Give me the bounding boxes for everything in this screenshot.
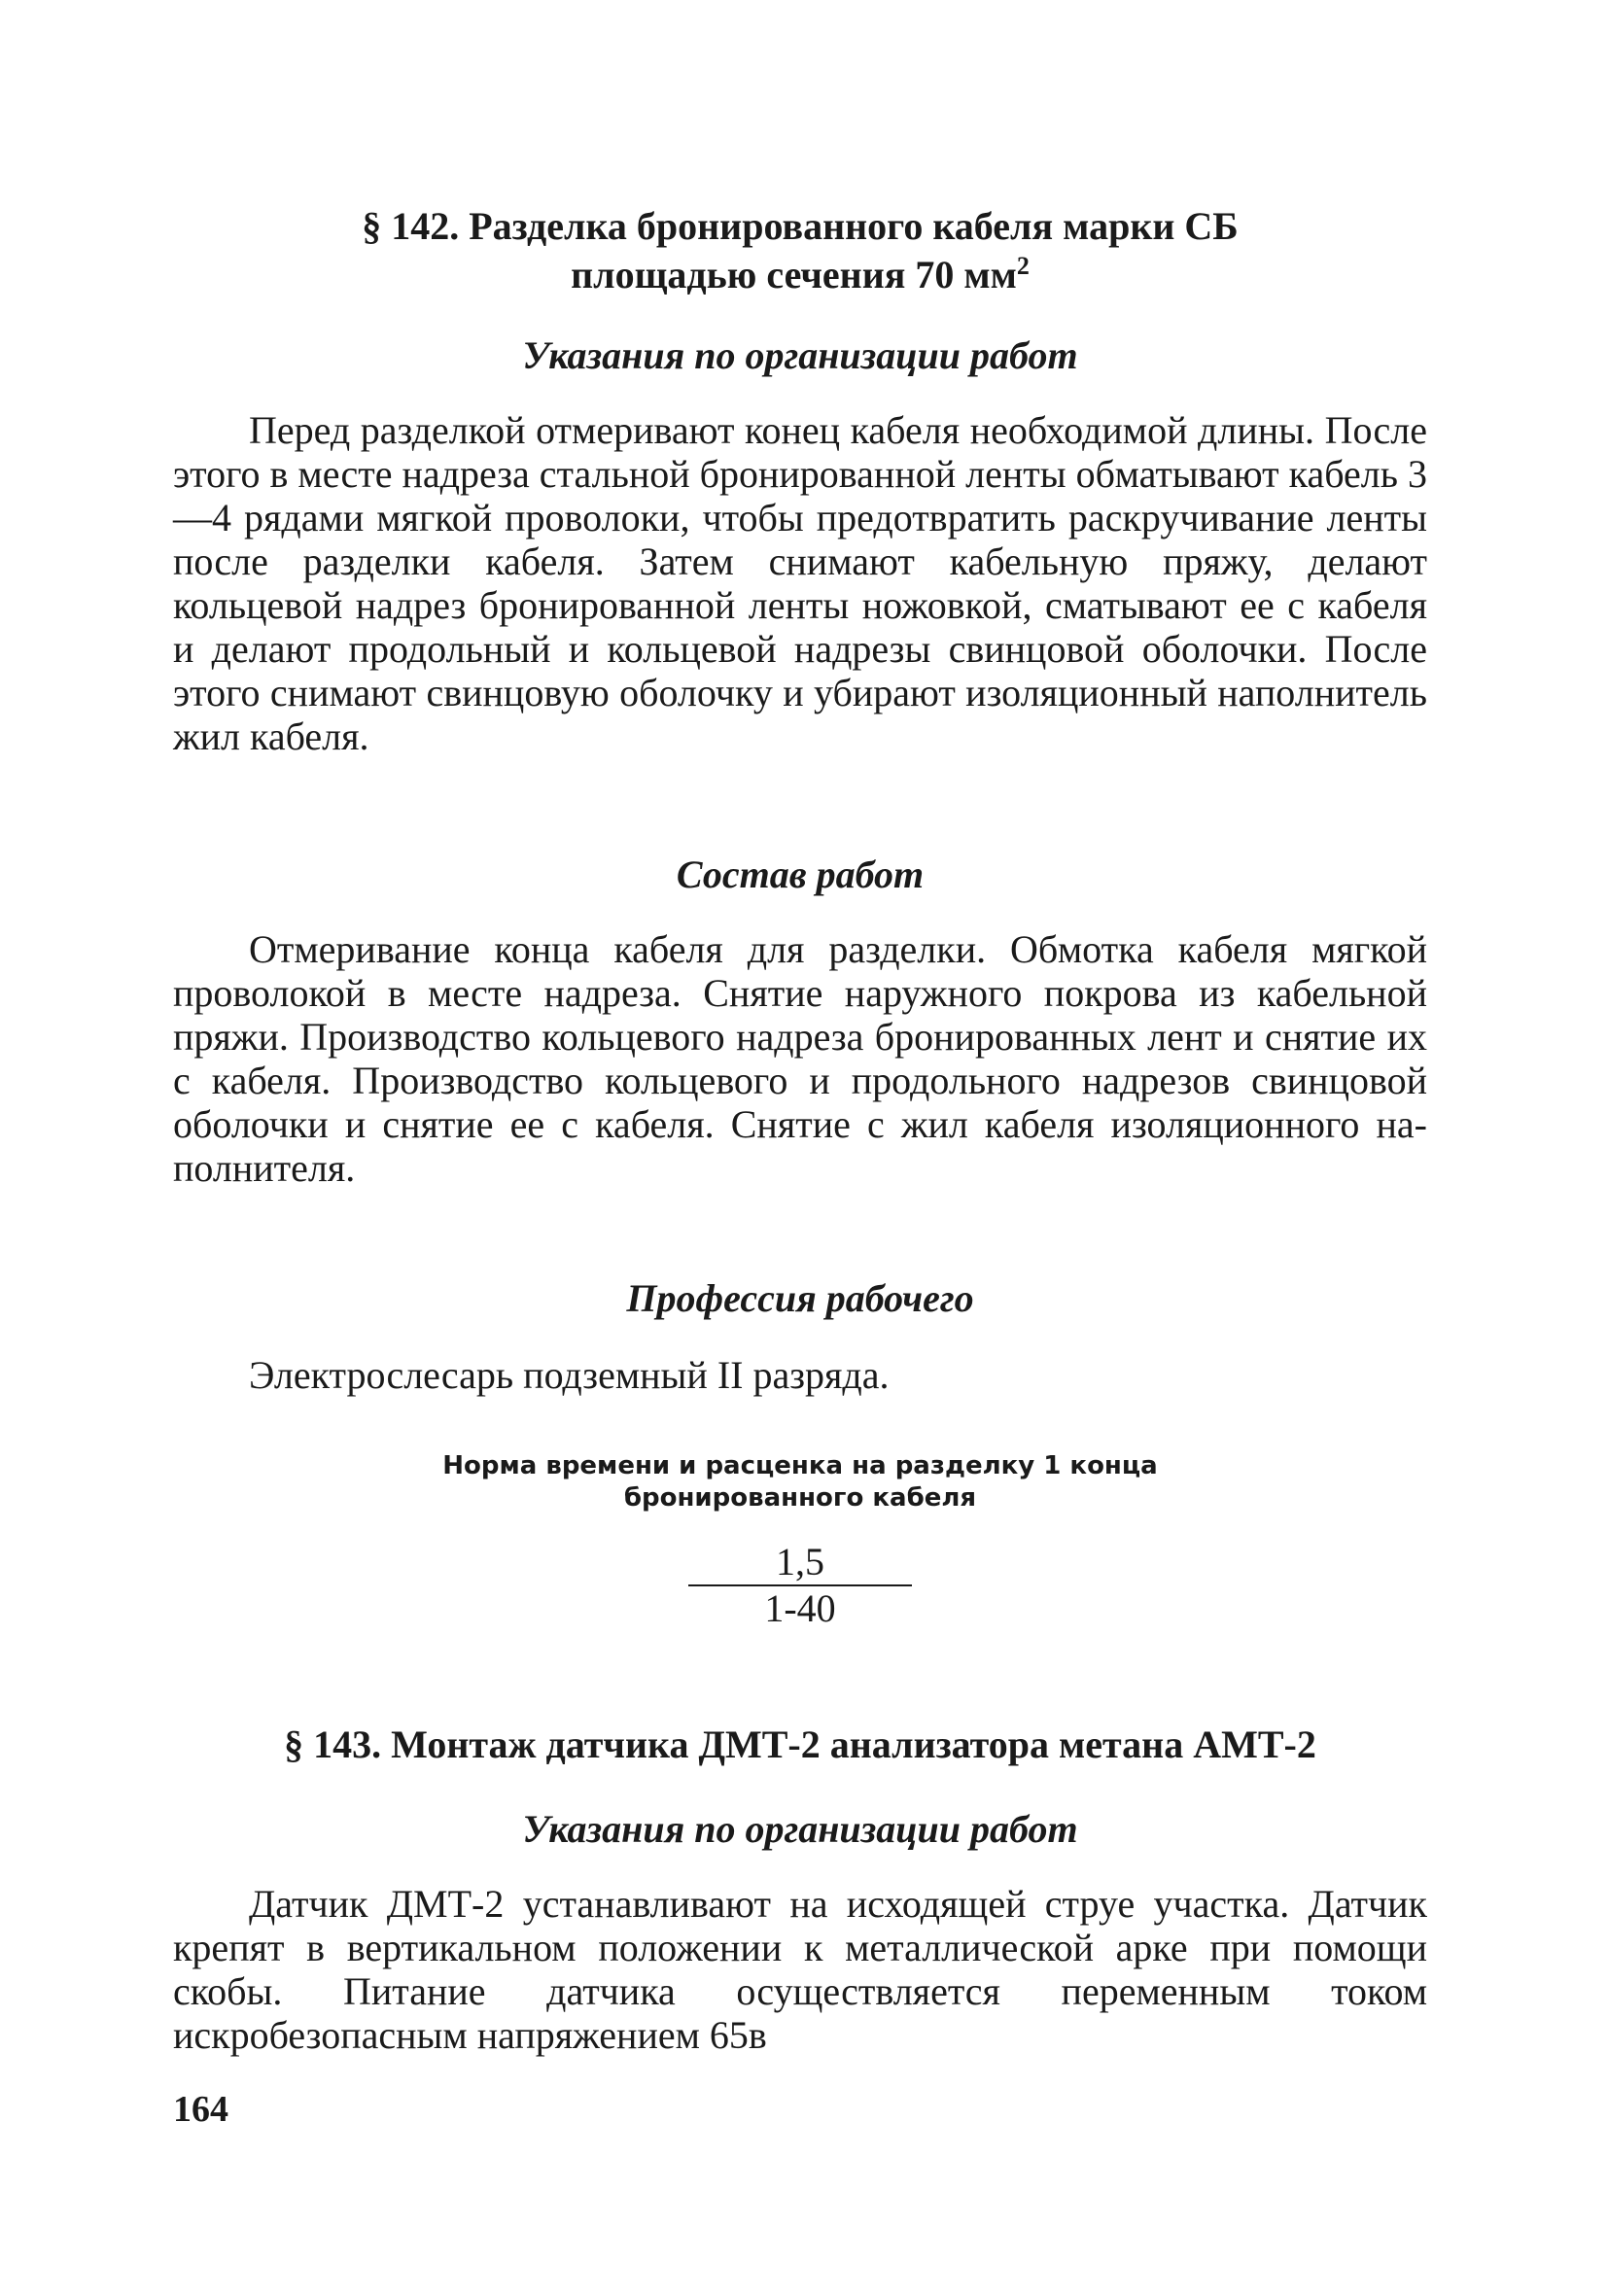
norm-fraction (688, 1540, 912, 1631)
section-142-title-line1: § 142. Разделка бронированного кабеля марки СБ (362, 204, 1239, 248)
section-142-profession-text: Электрослесарь подземный II разряда. (249, 1353, 890, 1397)
norm-title-line2: бронированного кабеля (623, 1483, 977, 1513)
section-142-title (173, 202, 1427, 299)
norm-title-line1: Норма времени и расценка на разделку 1 конца (442, 1451, 1158, 1480)
page-number: 164 (173, 2089, 228, 2130)
section-142-org-heading: Указания по организации работ (522, 333, 1078, 377)
book-page (173, 0, 1427, 2296)
norm-title (173, 1450, 1427, 1514)
section-142-composition-text: Отмеривание конца кабеля для разделки. Обмотка кабеля мягкой проволокой в месте надреза. Снятие наружного покрова из кабельной пряжи. Производство кольцевого надреза бронированных лент и снятие их с кабеля. Производство кольцевого и продольного надрезов свинцовой оболочки и снятие ее с кабеля. Снятие с жил кабеля изоляционного наполнителя. (173, 927, 1427, 1190)
superscript-squared: 2 (1016, 252, 1030, 280)
section-143-title: § 143. Монтаж датчика ДМТ-2 анализатора метана АМТ-2 (284, 1722, 1316, 1766)
norm-rate-value: 1-40 (764, 1586, 836, 1630)
section-142-profession-heading: Профессия рабочего (626, 1276, 974, 1320)
section-143-org-heading: Указания по организации работ (522, 1807, 1078, 1851)
norm-time-value: 1,5 (776, 1540, 824, 1583)
section-143-org-text: Датчик ДМТ-2 устанавливают на исходящей струе участка. Датчик крепят в вертикальном положении к металлической арке при помощи скобы. Питание датчика осуществляется переменным током искробезопасным напряжением 65в (173, 1882, 1427, 2057)
section-142-title-line2: площадью сечения 70 мм (571, 253, 1017, 296)
section-142-composition-heading: Состав работ (676, 852, 925, 896)
section-142-org-text: Перед разделкой отмеривают конец кабеля необходимой длины. После этого в месте надреза стальной бронированной ленты обматывают кабель 3—4 рядами мягкой проволоки, чтобы предотвратить раскручивание ленты после разделки кабеля. Затем снимают кабельную пряжу, делают кольцевой надрез бронированной ленты ножовкой, сматывают ее с кабеля и делают продольный и кольцевой надрезы свинцовой оболочки. После этого снимают свинцовую оболочку и убирают изоляционный наполнитель жил кабеля. (173, 408, 1427, 758)
